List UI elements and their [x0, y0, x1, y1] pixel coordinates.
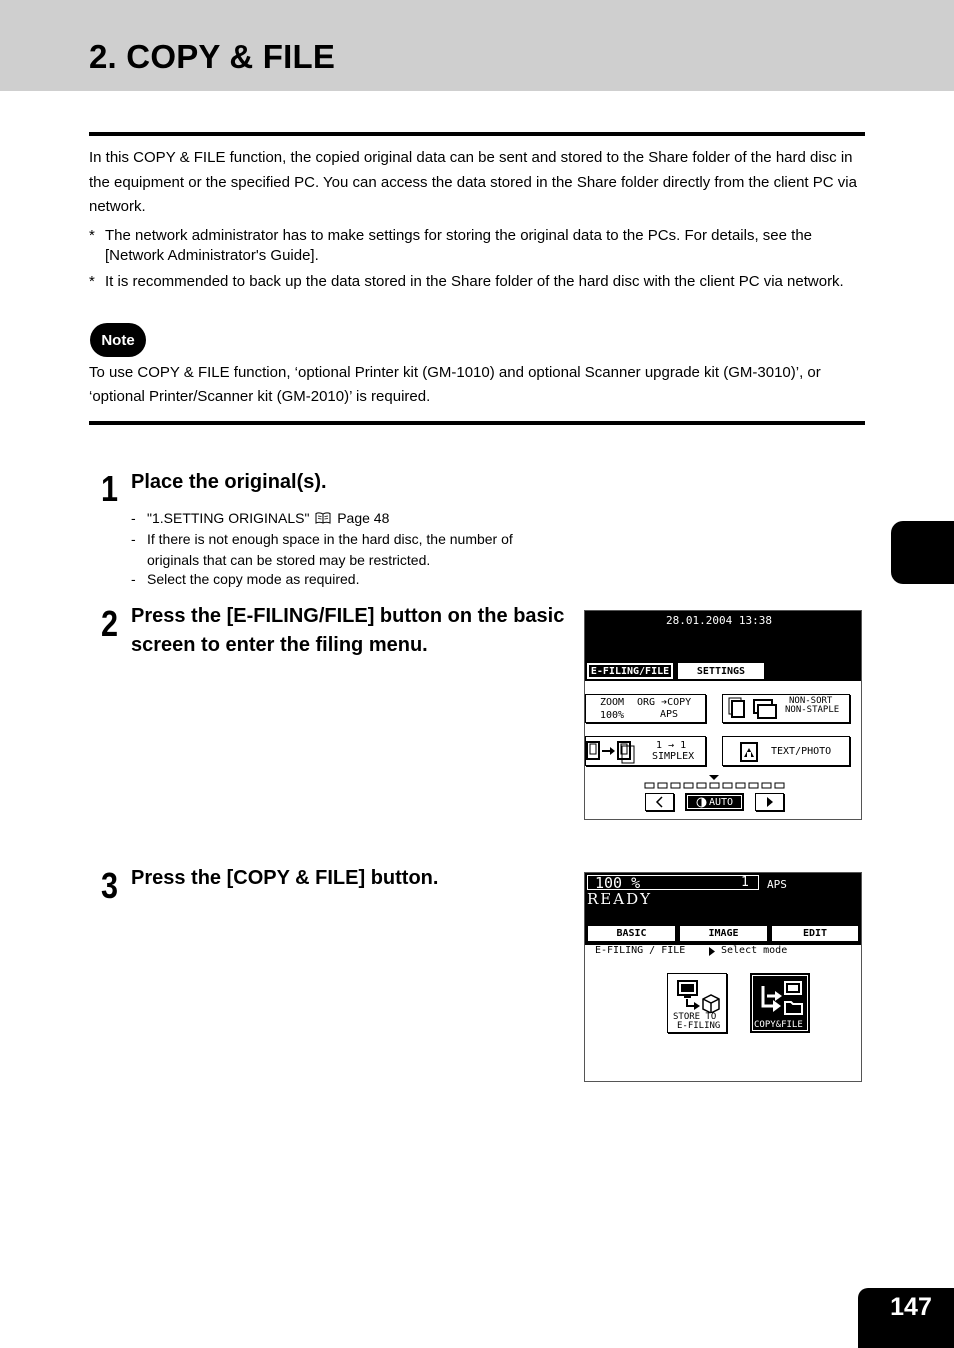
copy-file-icon: [759, 980, 805, 1016]
org-copy-label: ORG ➔COPY: [637, 697, 692, 708]
aps-indicator: APS: [767, 878, 787, 891]
intro-paragraph: In this COPY & FILE function, the copied original data can be sent and stored to the Share folder of the hard disc in the equipment or the specified PC. You can access the data stored in the Share folder directly from the client PC via network.: [89, 149, 857, 215]
top-rule: [89, 132, 865, 136]
store-icon: [676, 979, 722, 1013]
darker-icon: [764, 796, 776, 808]
step-sub-item: [131, 569, 561, 590]
store-to-efiling-button[interactable]: [667, 973, 727, 1033]
bullet-mark: *: [89, 227, 95, 244]
dash: -: [131, 571, 136, 587]
simplex-arrow-label: 1 → 1: [656, 740, 687, 751]
auto-label: AUTO: [708, 796, 734, 808]
dash: -: [131, 510, 136, 526]
control-panel-screen-basic: [584, 610, 862, 820]
non-sort-label: NON-SORT: [789, 696, 833, 706]
tab-e-filing-file[interactable]: E-FILING/FILE: [587, 663, 673, 679]
note-badge: Note: [90, 323, 146, 357]
sub-text: "1.SETTING ORIGINALS": [147, 510, 310, 526]
sub-text: Select the copy mode as required.: [147, 571, 360, 587]
text-photo-icon: [739, 740, 761, 764]
zoom-label: ZOOM: [600, 697, 625, 708]
sort-icon: [728, 697, 780, 721]
dash: -: [131, 531, 136, 547]
step-title: Press the [COPY & FILE] button.: [131, 867, 439, 889]
page-title: 2. COPY & FILE: [89, 38, 336, 75]
step-number: 3: [101, 865, 119, 906]
step-number: 1: [101, 468, 119, 509]
density-scale: [643, 774, 788, 789]
tab-image[interactable]: IMAGE: [680, 926, 767, 941]
tab-settings[interactable]: SETTINGS: [678, 663, 764, 679]
book-icon: [315, 512, 331, 524]
copy-and-file-button[interactable]: [750, 973, 810, 1033]
step-number: 2: [101, 603, 119, 644]
step-title: Press the [E-FILING/FILE] button on the basic screen to enter the filing menu.: [131, 605, 565, 656]
copy-file-label: COPY&FILE: [754, 1020, 803, 1030]
simplex-label: SIMPLEX: [652, 751, 695, 762]
sort-button[interactable]: [722, 694, 850, 723]
bullet-mark: *: [89, 273, 95, 290]
aps-label: APS: [660, 709, 679, 720]
auto-density-icon: [696, 797, 707, 808]
store-label-line1: STORE TO: [673, 1012, 717, 1022]
lighter-icon: [654, 796, 666, 808]
page-number: 147: [890, 1293, 932, 1321]
bottom-rule: [89, 421, 865, 425]
tab-basic[interactable]: BASIC: [588, 926, 675, 941]
intro-bullet: [89, 226, 865, 266]
select-mode-prompt: Select mode: [721, 945, 788, 956]
duplex-icon: [586, 740, 636, 764]
zoom-readout: 100 %: [595, 874, 641, 892]
sub-text: If there is not enough space in the hard disc, the number of originals that can be stored may be restricted.: [147, 531, 513, 568]
menu-path: E-FILING / FILE: [595, 945, 686, 956]
page-reference: Page 48: [337, 510, 390, 526]
datetime: 28.01.2004 13:38: [666, 614, 772, 627]
copy-count: 1: [741, 875, 749, 890]
tab-edit[interactable]: EDIT: [772, 926, 858, 941]
step-sub-item: [131, 508, 561, 529]
zoom-value: 100%: [600, 710, 625, 721]
chapter-tab: [891, 521, 954, 584]
non-staple-label: NON-STAPLE: [785, 705, 840, 715]
ready-status: READY: [587, 890, 653, 908]
density-auto-button[interactable]: [685, 793, 744, 811]
density-darker-button[interactable]: [755, 793, 784, 811]
step-sub-item: [131, 529, 561, 571]
note-text: To use COPY & FILE function, ‘optional Printer kit (GM-1010) and optional Scanner upgrade kit (GM-3010)’, or ‘optional Printer/Scanner kit (GM-2010)’ is required.: [89, 364, 821, 405]
bullet-text: It is recommended to back up the data stored in the Share folder of the hard disc with the client PC via network.: [105, 273, 844, 290]
density-lighter-button[interactable]: [645, 793, 674, 811]
store-label-line2: E-FILING: [677, 1021, 721, 1031]
play-icon: [709, 947, 715, 956]
text-photo-label: TEXT/PHOTO: [771, 746, 832, 757]
bullet-text: The network administrator has to make settings for storing the original data to the PCs. For details, see the [Network Administrator's Guide].: [105, 227, 813, 264]
control-panel-screen-efiling: [584, 872, 862, 1082]
step-title: Place the original(s).: [131, 471, 327, 493]
text-photo-button[interactable]: [722, 736, 850, 766]
zoom-button[interactable]: [585, 694, 706, 723]
intro-bullet: [89, 272, 865, 292]
duplex-button[interactable]: [585, 736, 706, 766]
